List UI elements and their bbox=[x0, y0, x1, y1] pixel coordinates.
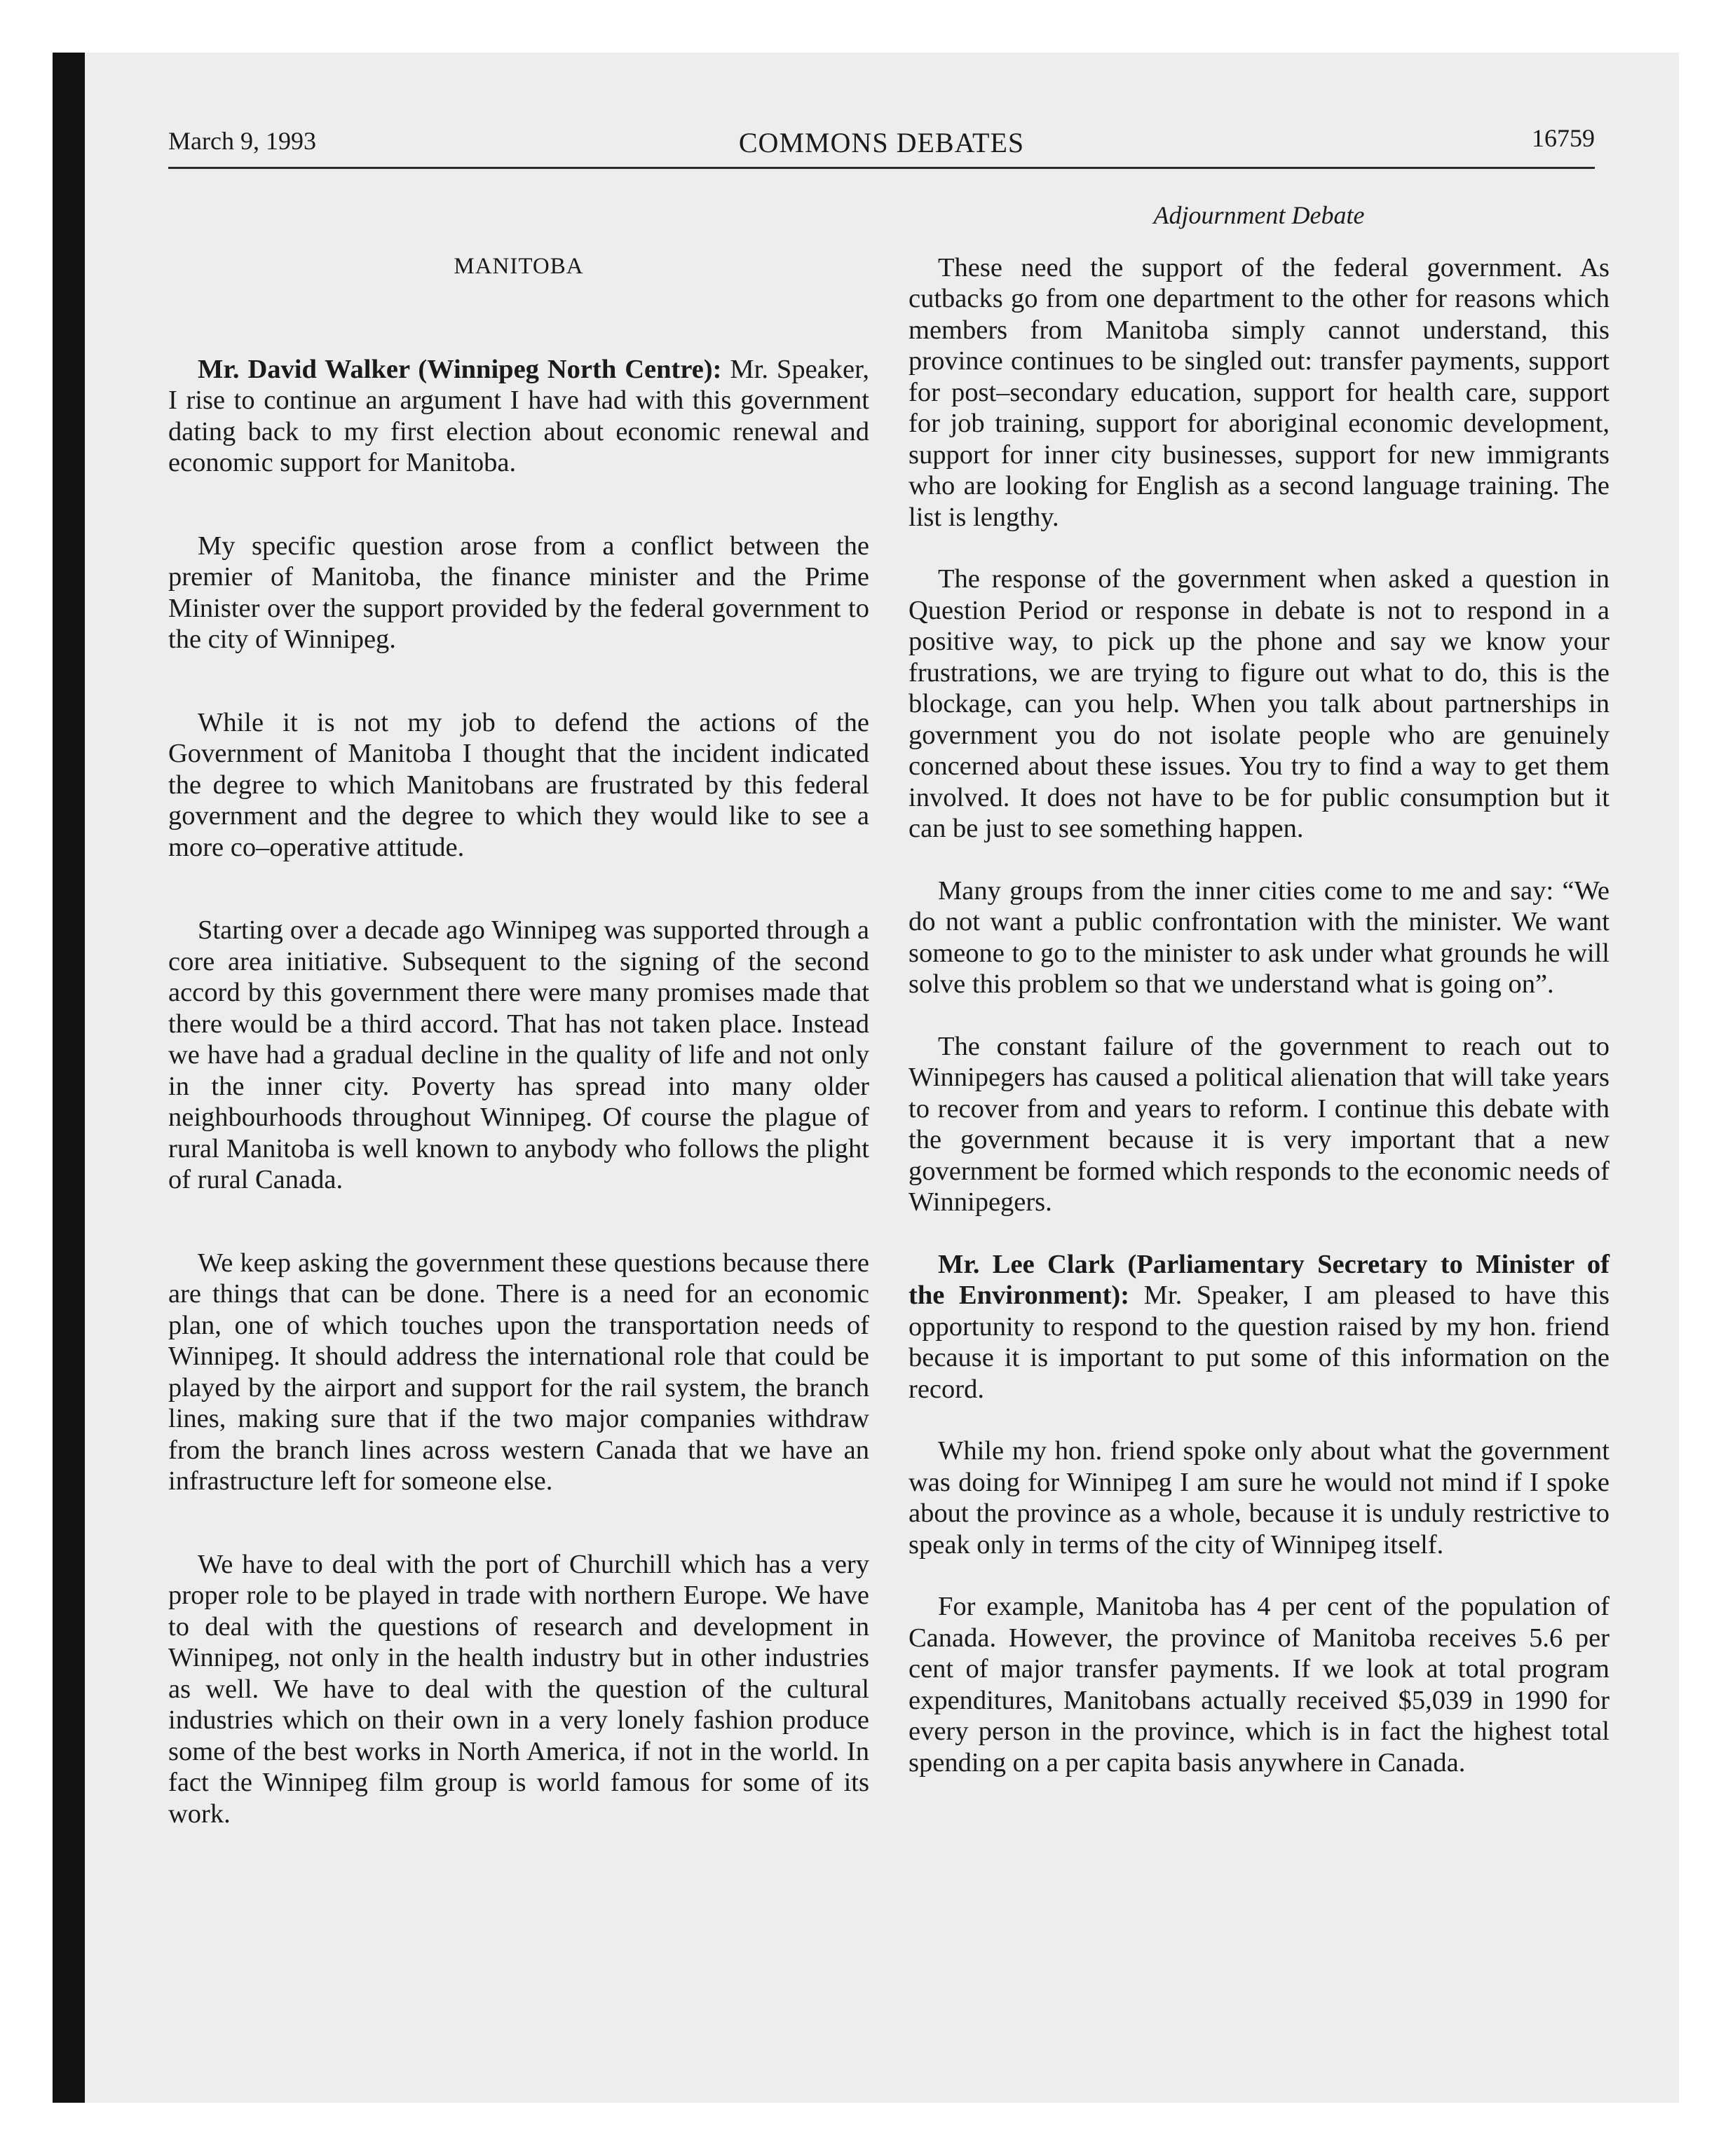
speaker-name: Mr. Lee Clark (Parliamentary Secretary to Minister of the Environment): bbox=[909, 1249, 1610, 1310]
paragraph: These need the support of the federal government. As cutbacks go from one department to the other for reasons which members from Manitoba simply cannot understand, this province continues to be singled out: transfer payments, support for post–secondary education, support for health care, support for job training, support for aboriginal economic development, support for inner city businesses, support for new immigrants who are looking for English as a second language training. The list is lengthy. bbox=[909, 252, 1610, 532]
paragraph: Many groups from the inner cities come to me and say: “We do not want a public confrontation with the minister. We want someone to go to the minister to ask under what grounds he will solve this problem so that we understand what is going on”. bbox=[909, 875, 1610, 999]
paragraph bbox=[909, 1249, 1610, 1405]
paragraph: While my hon. friend spoke only about what the government was doing for Winnipeg I am sure he would not mind if I spoke about the province as a whole, because it is unduly restrictive to speak only in terms of the city of Winnipeg itself. bbox=[909, 1436, 1610, 1560]
paragraph: While it is not my job to defend the actions of the Government of Manitoba I thought that the incident indicated the degree to which Manitobans are frustrated by this federal government and the degree to which they would like to see a more co–operative attitude. bbox=[168, 707, 869, 862]
paragraph: The constant failure of the government to reach out to Winnipegers has caused a political alienation that will take years to recover from and years to reform. I continue this debate with the government because it is very important that a new government be formed which responds to the economic needs of Winnipegers. bbox=[909, 1031, 1610, 1217]
running-head: Adjournment Debate bbox=[1153, 201, 1365, 229]
paragraph: My specific question arose from a conflict between the premier of Manitoba, the finance minister and the Prime Minister over the support provided by the federal government to the city of Winnipeg. bbox=[168, 531, 869, 654]
paragraph-text: Mr. Speaker, I am pleased to have this opportunity to respond to the question raised by my hon. friend because it is important to put some of this information on the record. bbox=[909, 1281, 1610, 1404]
paragraph: We have to deal with the port of Churchill which has a very proper role to be played in trade with northern Europe. We have to deal with the questions of research and development in Winnipeg, not only in the health industry but in other industries as well. We have to deal with the question of the cultural industries which on their own in a very lonely fashion produce some of the best works in North America, if not in the world. In fact the Winnipeg film group is world famous for some of its work. bbox=[168, 1549, 869, 1829]
paragraph bbox=[168, 354, 869, 479]
scan-binding-edge bbox=[53, 53, 85, 2103]
section-heading: MANITOBA bbox=[454, 254, 584, 279]
paragraph: For example, Manitoba has 4 per cent of the population of Canada. However, the province of Manitoba receives 5.6 per cent of major transfer payments. If we look at total program expenditures, Manitobans actually received $5,039 in 1990 for every person in the province, which is in fact the highest total spending on a per capita basis anywhere in Canada. bbox=[909, 1592, 1610, 1778]
paragraph: Starting over a decade ago Winnipeg was supported through a core area initiative. Subsequent to the signing of the second accord by this government there were many promises made that there would be a third accord. That has not taken place. Instead we have had a gradual decline in the quality of life and not only in the inner city. Poverty has spread into many older neighbourhoods throughout Winnipeg. Of course the plague of rural Manitoba is well known to anybody who follows the plight of rural Canada. bbox=[168, 915, 869, 1194]
header-title: COMMONS DEBATES bbox=[738, 127, 1025, 158]
paragraph-text: Mr. Speaker, I rise to continue an argument I have had with this government dating back to my first election about economic renewal and economic support for Manitoba. bbox=[168, 354, 869, 477]
left-column bbox=[168, 251, 869, 1860]
header-date: March 9, 1993 bbox=[168, 127, 316, 155]
right-column bbox=[909, 200, 1610, 1809]
speaker-name: Mr. David Walker (Winnipeg North Centre): bbox=[198, 354, 722, 384]
paragraph: The response of the government when asked a question in Question Period or response in debate is not to respond in a positive way, to pick up the phone and say we know your frustrations, we are trying to figure out what to do, this is the blockage, can you help. When you talk about partnerships in government you do not isolate people who are genuinely concerned about these issues. You try to find a way to get them involved. It does not have to be for public consumption but it can be just to see something happen. bbox=[909, 564, 1610, 843]
page-header bbox=[168, 126, 1595, 168]
header-rule bbox=[168, 167, 1595, 169]
paragraph: We keep asking the government these questions because there are things that can be done. There is a need for an economic plan, one of which touches upon the transportation needs of Winnipeg. It should address the international role that could be played by the airport and support for the rail system, the branch lines, making sure that if the two major companies withdraw from the branch lines across western Canada that we have an infrastructure left for someone else. bbox=[168, 1248, 869, 1496]
header-page-number: 16759 bbox=[1532, 124, 1595, 152]
